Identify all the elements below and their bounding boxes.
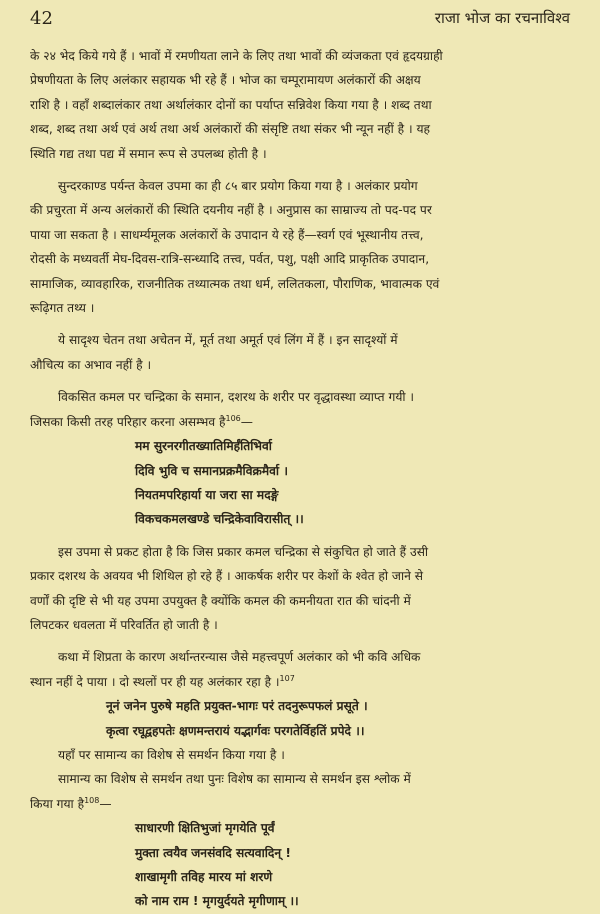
footnote-106: 106 (225, 413, 241, 423)
paragraph-1-line-2: प्रेषणीयता के लिए अलंकार सहायक भी रहे हैं । भोज का चम्पूरामायण अलंकारों की अक्षय (30, 73, 421, 88)
paragraph-4-line-2 (30, 410, 570, 434)
verse-1-line-1: मम सुरनरगीतख्यातिमिर्हंतिभिर्वा (135, 439, 272, 454)
paragraph-gap (30, 637, 570, 645)
footnote-107: 107 (279, 673, 295, 683)
verse-3-line-1: साधारणी क्षितिभुजां मृगयेति पूर्वं (135, 821, 275, 836)
paragraph-8-line-1: सामान्य का विशेष से समर्थन तथा पुनः विशेष का सामान्य से समर्थन इस श्लोक में (58, 772, 411, 787)
paragraph-7-line-1: यहाँ पर सामान्य का विशेष से समर्थन किया गया है । (58, 747, 285, 762)
footnote-108: 108 (84, 795, 100, 805)
paragraph-5-line-4: लिपटकर धवलता में परिवर्तित हो जाती है । (30, 617, 218, 632)
paragraph-1-line-3: राशि है । वहाँ शब्दालंकार तथा अर्थालंकार दोनों का पर्याप्त सन्निवेश किया गया है । शब्द तथा (30, 97, 432, 112)
paragraph-5-line-1: इस उपमा से प्रकट होता है कि जिस प्रकार कमल चन्द्रिका से संकुचित हो जाते हैं उसी (58, 544, 429, 559)
paragraph-4-line-1: विकसित कमल पर चन्द्रिका के समान, दशरथ के शरीर पर वृद्धावस्था व्याप्त गयी । (58, 390, 415, 405)
paragraph-3-line-2: औचित्य का अभाव नहीं है । (30, 357, 152, 372)
paragraph-5-line-3: वर्णों की दृष्टि से भी यह उपमा उपयुक्त है क्योंकि कमल की कमनीयता रात की चांदनी में (30, 593, 411, 608)
verse-3-line-4: को नाम राम ! मृगयुर्दयते मृगीणाम् ।। (135, 894, 299, 909)
paragraph-2-line-4: रोदसी के मध्यवर्ती मेघ-दिवस-रात्रि-सन्ध्यादि तत्त्व, पर्वत, पशु, पक्षी आदि प्राकृतिक उपादान, (30, 252, 430, 267)
verse-2-line-1: नूनं जनेन पुरुषे महति प्रयुक्त-भागः परं तदनुरूपफलं प्रसूते । (106, 699, 368, 714)
paragraph-8-text: किया गया है (30, 796, 85, 811)
paragraph-8-line-2 (30, 792, 570, 816)
paragraph-4-text: जिसका किसी तरह परिहार करना असम्भव है (30, 414, 226, 429)
paragraph-2-line-1: सुन्दरकाण्ड पर्यन्त केवल उपमा का ही ८५ बार प्रयोग किया गया है । अलंकार प्रयोग (58, 179, 418, 194)
verse-1-line-3: नियतमपरिहार्या या जरा सा मदङ्गे (135, 487, 279, 502)
paragraph-2-line-5: सामाजिक, व्यावहारिक, राजनीतिक तथ्यात्मक तथा धर्म, ललितकला, पौराणिक, भावात्मक एवं (30, 276, 440, 291)
paragraph-2-line-3: पाया जा सकता है । साधर्म्यमूलक अलंकारों के उपादान ये रहे हैं—स्वर्ग एवं भूस्थानीय तत्त्व, (30, 227, 424, 242)
paragraph-2-line-6: रूढ़िगत तथ्य । (30, 301, 95, 316)
page-number: 42 (30, 8, 53, 29)
verse-1-line-4: विकचकमलखण्डे चन्द्रिकेवाविरासीत् ।। (135, 512, 304, 527)
verse-3-line-2: मुक्ता त्वयैव जनसंवदि सत्यवादिन् ! (135, 845, 291, 860)
verse-1-line-2: दिवि भुवि च समानप्रक्रमैविक्रमैर्वा । (135, 463, 288, 478)
paragraph-gap (30, 377, 570, 385)
paragraph-2-line-2: की प्रचुरता में अन्य अलंकारों की स्थिति दयनीय नहीं है । अनुप्रास का साम्राज्य तो पद-पद पर (30, 203, 432, 218)
paragraph-1-line-4: शब्द, शब्द तथा अर्थ एवं अर्थ तथा अर्थ अलंकारों की संसृष्टि तथा संकर भी न्यून नहीं है । यह (30, 122, 430, 137)
page-header (30, 8, 570, 30)
paragraph-6-text: स्थान नहीं दे पाया । दो स्थलों पर ही यह अलंकार रहा है । (30, 674, 280, 689)
verse-2-line-2: कृत्वा रघूद्वहपतेः क्षणमन्तरायं यद्भार्गवः परगतेर्विहतिं प्रपेदे ।। (106, 723, 365, 738)
dash: — (240, 414, 253, 429)
paragraph-6-line-2 (30, 670, 570, 694)
paragraph-6-line-1: कथा में शिप्रता के कारण अर्थान्तरन्यास जैसे महत्त्वपूर्ण अलंकार को भी कवि अधिक (58, 650, 421, 665)
dash: — (99, 796, 112, 811)
verse-3-line-3: शाखामृगी तविह मारय मां शरणे (135, 870, 273, 884)
paragraph-gap (30, 320, 570, 328)
paragraph-gap (30, 532, 570, 540)
running-head: राजा भोज का रचनाविश्व (434, 9, 570, 27)
paragraph-3-line-1: ये सादृश्य चेतन तथा अचेतन में, मूर्त तथा अमूर्त एवं लिंग में हैं । इन सादृश्यों में (58, 333, 398, 348)
paragraph-gap (30, 166, 570, 174)
body-text (30, 44, 570, 914)
paragraph-1-line-1: के २४ भेद किये गये हैं । भावों में रमणीयता लाने के लिए तथा भावों की व्यंजकता एवं हृदयग्राही (30, 49, 443, 63)
paragraph-1-line-5: स्थिति गद्य तथा पद्य में समान रूप से उपलब्ध होती है । (30, 146, 267, 161)
paragraph-5-line-2: प्रकार दशरथ के अवयव भी शिथिल हो रहे हैं । आकर्षक शरीर पर केशों के श्वेत हो जाने से (30, 569, 423, 584)
